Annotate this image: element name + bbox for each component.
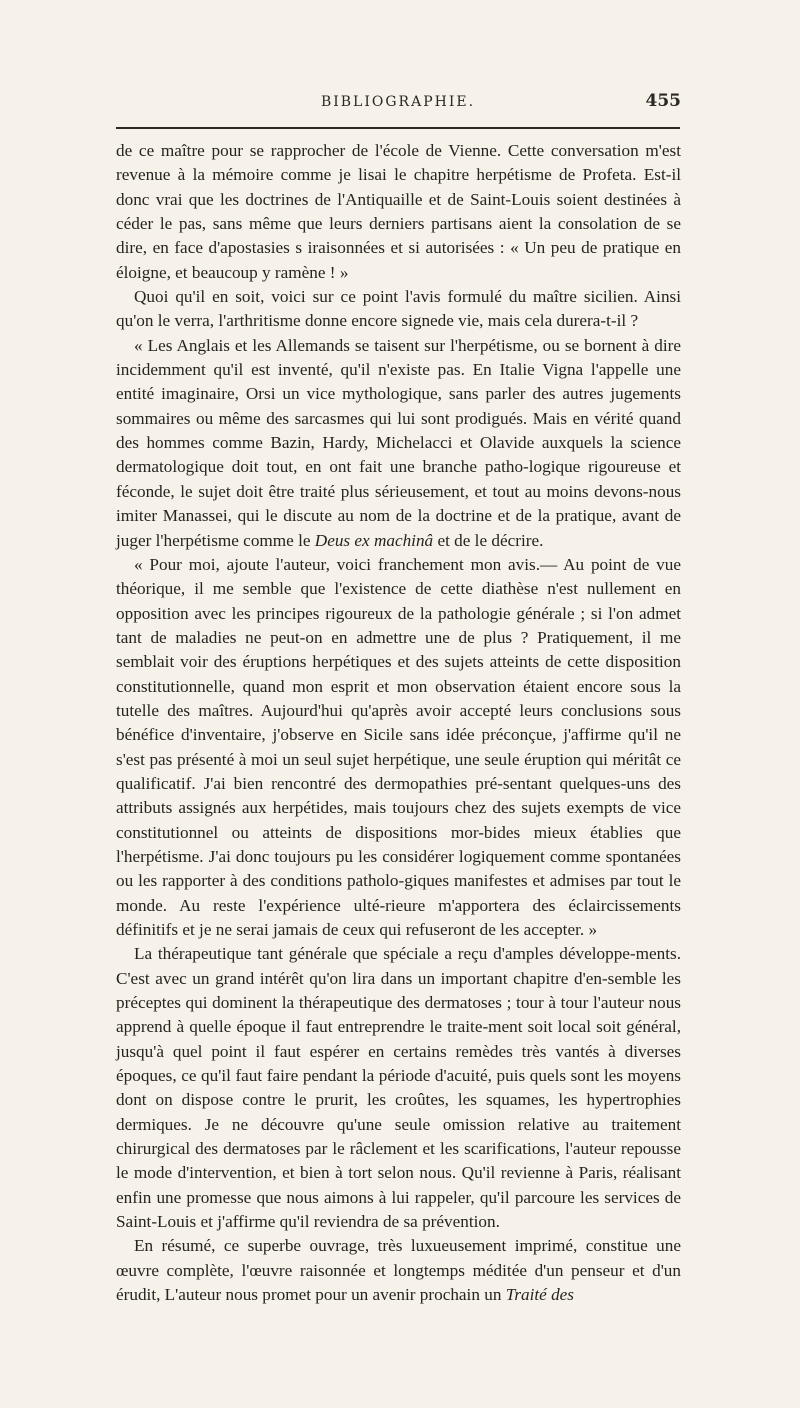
paragraph-text: de ce maître pour se rapprocher de l'école de Vienne. Cette conversation m'est revenue à la mémoire comme je lisai le chapitre herpétisme de Profeta. Est-il donc vrai que les doctrines de l'Antiquaille et de Saint-Louis soient destinées à céder le pas, sans même que leurs derniers partisans aient la consolation de se dire, en face d'apostasies s iraisonnées et si autorisées : « Un peu de pratique en éloigne, et beaucoup y ramène ! » (116, 141, 681, 282)
paragraph (116, 334, 681, 553)
paragraph-tail: et de le décrire. (437, 530, 544, 550)
page-number: 455 (645, 91, 681, 111)
paragraph-text: La thérapeutique tant générale que spéciale a reçu d'amples développe-ments. C'est avec un grand intérêt qu'on lira dans un important chapitre d'en-semble les préceptes qui dominent la thérapeutique des dermatoses ; tour à tour l'auteur nous apprend à quelle époque il faut entreprendre le traite-ment soit local soit général, jusqu'à quel point il faut espérer en certains remèdes très vantés à diverses époques, ce qu'il faut faire pendant la période d'acuité, puis quels sont les moyens dont on dispose contre le prurit, les croûtes, les squames, les hypertrophies dermiques. Je ne découvre qu'une seule omission relative au traitement chirurgical des dermatoses par le râclement et les scarifications, l'auteur repousse le mode d'intervention, et bien à tort selon nous. Qu'il revienne à Paris, réalisant enfin une promesse que nous aimons à lui rappeler, qu'il parcoure les services de Saint-Louis et j'affirme qu'il reviendra de sa prévention. (116, 944, 681, 1232)
paragraph (116, 1234, 681, 1307)
italic-phrase: Traité des (505, 1285, 574, 1305)
page-header (115, 90, 681, 112)
paragraph-text: « Pour moi, ajoute l'auteur, voici franchement mon avis.— Au point de vue théorique, il me semble que l'existence de cette diathèse n'est nullement en opposition avec les principes rigoureux de la pathologie générale ; si l'on admet tant de maladies ne peut-on en admettre une de plus ? Pratiquement, il me semblait voir des éruptions herpétiques et des sujets atteints de cette disposition constitutionnelle, quand mon esprit et mon observation étaient encore sous la tutelle des maîtres. Aujourd'hui qu'après avoir accepté leurs conclusions sous bénéfice d'inventaire, j'observe en Sicile sans idée préconçue, j'affirme qu'il ne s'est pas présenté à moi un seul sujet herpétique, une seule éruption qui méritât ce qualificatif. J'ai bien rencontré des dermopathies pré-sentant quelques-uns des attributs assignés aux herpétides, mais toujours chez des sujets exempts de vice constitutionnel ou atteints de dispositions mor-bides mieux établies que l'herpétisme. J'ai donc toujours pu les considérer logiquement comme spontanées ou les rapporter à des conditions patholo-giques manifestes et admises par tout le monde. Au reste l'expérience ulté-rieure m'apportera des éclaircissements définitifs et je ne serai jamais de ceux qui refuseront de les accepter. » (116, 554, 681, 939)
paragraph (116, 553, 681, 943)
paragraph (116, 285, 681, 334)
body-text (116, 139, 681, 1308)
header-rule (116, 127, 680, 129)
italic-phrase: Deus ex machinâ (314, 530, 434, 550)
running-title: BIBLIOGRAPHIE. (320, 94, 476, 110)
paragraph-text: En résumé, ce superbe ouvrage, très luxueusement imprimé, constitue une œuvre complète, l'œuvre raisonnée et longtemps méditée d'un penseur et d'un érudit, L'auteur nous promet pour un avenir prochain un (116, 1236, 681, 1305)
paragraph (116, 139, 681, 285)
paragraph-text: Quoi qu'il en soit, voici sur ce point l'avis formulé du maître sicilien. Ainsi qu'on le verra, l'arthritisme donne encore signede vie, mais cela durera-t-il ? (116, 287, 681, 331)
paragraph-text: « Les Anglais et les Allemands se taisent sur l'herpétisme, ou se bornent à dire incidemment qu'il est inventé, qu'il n'existe pas. En Italie Vigna l'appelle une entité imaginaire, Orsi un vice mythologique, sans parler des autres jugements sommaires ou même des sarcasmes qui lui sont prodigués. Mais en vérité quand des hommes comme Bazin, Hardy, Michelacci et Olavide auxquels la science dermatologique doit tout, en ont fait une branche patho-logique rigoureuse et féconde, le sujet doit être traité plus sérieusement, et tout au moins devons-nous imiter Manassei, qui le discute au nom de la doctrine et de la pratique, avant de juger l'herpétisme comme le (116, 335, 681, 550)
paragraph (116, 942, 681, 1234)
